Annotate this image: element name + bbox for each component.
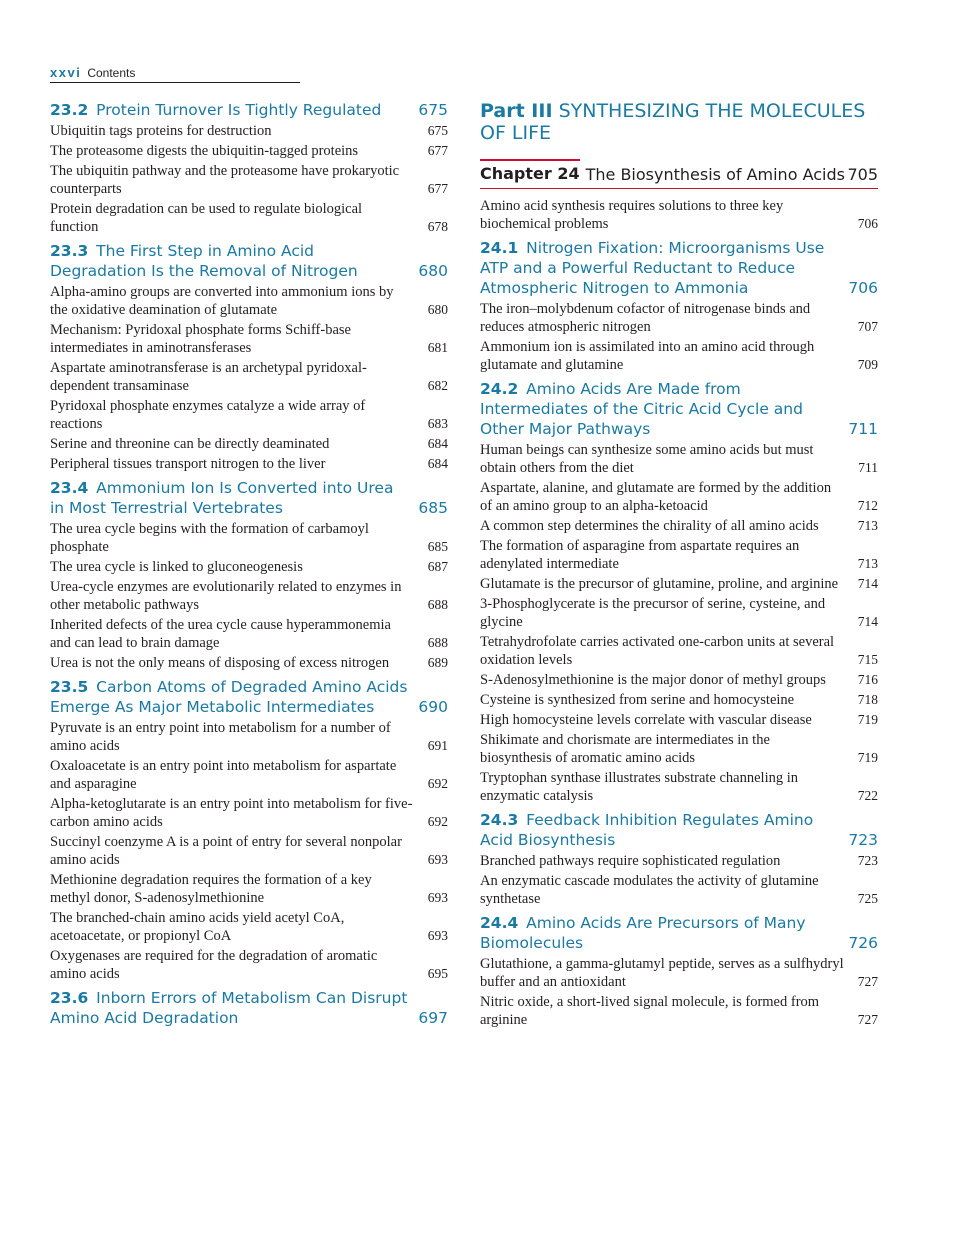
entry-title: Ammonium ion is assimilated into an amino acid through glutamate and glutamine <box>480 339 815 373</box>
chapter-entries <box>480 197 878 1029</box>
page-ref: 691 <box>427 738 448 753</box>
page-ref: 709 <box>857 357 878 372</box>
section-heading <box>480 913 878 953</box>
entry-title: The iron–molybdenum cofactor of nitrogenase binds and reduces atmospheric nitrogen <box>480 301 811 335</box>
toc-entry <box>50 397 448 433</box>
entry-title: Urea is not the only means of disposing of excess nitrogen <box>50 655 390 671</box>
toc-entry <box>50 142 448 160</box>
section-title: Ammonium Ion Is Converted into Urea in Most Terrestrial Vertebrates <box>50 479 394 517</box>
toc-entry <box>50 455 448 473</box>
toc-column-right <box>480 100 878 1029</box>
page-ref: 713 <box>857 518 878 533</box>
entry-title: Amino acid synthesis requires solutions to three key biochemical problems <box>480 198 784 232</box>
toc-entry <box>50 520 448 556</box>
section-heading <box>50 100 448 120</box>
entry-title: Ubiquitin tags proteins for destruction <box>50 123 272 139</box>
chapter-page: 705 <box>847 165 878 184</box>
toc-entry <box>50 757 448 793</box>
page-ref: 727 <box>857 1012 878 1027</box>
toc-entry <box>480 595 878 631</box>
toc-entry <box>50 578 448 614</box>
entry-title: A common step determines the chirality of all amino acids <box>480 518 819 534</box>
entry-title: The proteasome digests the ubiquitin-tagged proteins <box>50 143 359 159</box>
page-ref: 713 <box>857 556 878 571</box>
toc-entry <box>50 162 448 198</box>
page-ref: 711 <box>848 420 878 438</box>
page-ref: 693 <box>427 852 448 867</box>
entry-title: Pyridoxal phosphate enzymes catalyze a wide array of reactions <box>50 398 366 432</box>
entry-title: Aspartate aminotransferase is an archetypal pyridoxal-dependent transaminase <box>50 360 367 394</box>
section-heading <box>480 238 878 298</box>
entry-title: An enzymatic cascade modulates the activity of glutamine synthetase <box>480 873 819 907</box>
section-title: The First Step in Amino Acid Degradation Is the Removal of Nitrogen <box>50 242 358 280</box>
entry-title: The formation of asparagine from aspartate requires an adenylated intermediate <box>480 538 800 572</box>
toc-entry <box>480 479 878 515</box>
page-ref: 680 <box>418 262 448 280</box>
entry-title: Inherited defects of the urea cycle cause hyperammonemia and can lead to brain damage <box>50 617 391 651</box>
toc-entry <box>50 947 448 983</box>
page-ref: 706 <box>857 216 878 231</box>
entry-title: Oxaloacetate is an entry point into metabolism for aspartate and asparagine <box>50 758 397 792</box>
chapter-title: The Biosynthesis of Amino Acids <box>585 165 845 184</box>
page-ref: 693 <box>427 890 448 905</box>
page-ref: 714 <box>857 614 878 629</box>
entry-title: Aspartate, alanine, and glutamate are formed by the addition of an amino group to an alpha-ketoacid <box>480 480 832 514</box>
entry-title: Tetrahydrofolate carries activated one-carbon units at several oxidation levels <box>480 634 835 668</box>
page-ref: 685 <box>418 499 448 517</box>
entry-title: Oxygenases are required for the degradation of aromatic amino acids <box>50 948 378 982</box>
page-ref: 687 <box>427 559 448 574</box>
section-heading <box>480 810 878 850</box>
toc-entry <box>50 871 448 907</box>
toc-entry <box>50 795 448 831</box>
toc-entry <box>480 852 878 870</box>
section-number: 24.4 <box>480 914 519 932</box>
section-title: Amino Acids Are Made from Intermediates of the Citric Acid Cycle and Other Major Pathways <box>480 380 803 438</box>
toc-entry <box>50 833 448 869</box>
section-title: Protein Turnover Is Tightly Regulated <box>91 101 382 119</box>
entry-title: Serine and threonine can be directly deaminated <box>50 436 330 452</box>
section-number: 24.1 <box>480 239 519 257</box>
toc-entry <box>50 122 448 140</box>
page-ref: 719 <box>857 712 878 727</box>
page-ref: 714 <box>857 576 878 591</box>
entry-title: Alpha-ketoglutarate is an entry point into metabolism for five-carbon amino acids <box>50 796 413 830</box>
page-ref: 716 <box>857 672 878 687</box>
entry-title: Protein degradation can be used to regulate biological function <box>50 201 363 235</box>
part-heading <box>480 100 878 144</box>
toc-entry <box>480 633 878 669</box>
toc-entry <box>480 993 878 1029</box>
section-title: Nitrogen Fixation: Microorganisms Use ATP and a Powerful Reductant to Reduce Atmospheric Nitrogen to Ammonia <box>480 239 825 297</box>
entry-title: Pyruvate is an entry point into metabolism for a number of amino acids <box>50 720 391 754</box>
page-ref: 719 <box>857 750 878 765</box>
section-number: 24.3 <box>480 811 519 829</box>
page-ref: 727 <box>857 974 878 989</box>
part-title: SYNTHESIZING THE MOLECULES OF LIFE <box>480 100 866 144</box>
entry-title: Urea-cycle enzymes are evolutionarily related to enzymes in other metabolic pathways <box>50 579 402 613</box>
section-title: Amino Acids Are Precursors of Many Biomolecules <box>480 914 806 952</box>
page-ref: 725 <box>857 891 878 906</box>
toc-entry <box>50 719 448 755</box>
page-ref: 681 <box>427 340 448 355</box>
page-ref: 706 <box>848 279 878 297</box>
section-number: 23.5 <box>50 678 89 696</box>
section-number: 23.3 <box>50 242 89 260</box>
page-ref: 695 <box>427 966 448 981</box>
toc-entry <box>480 338 878 374</box>
section-heading <box>50 677 448 717</box>
toc-entry <box>50 654 448 672</box>
page-ref: 680 <box>427 302 448 317</box>
page-ref: 677 <box>427 143 448 158</box>
page-ref: 684 <box>427 436 448 451</box>
page-ref: 726 <box>848 934 878 952</box>
toc-entry <box>50 909 448 945</box>
section-heading <box>50 988 448 1028</box>
page-ref: 688 <box>427 635 448 650</box>
entry-title: The ubiquitin pathway and the proteasome have prokaryotic counterparts <box>50 163 400 197</box>
entry-title: Glutamate is the precursor of glutamine, proline, and arginine <box>480 576 839 592</box>
entry-title: High homocysteine levels correlate with vascular disease <box>480 712 812 728</box>
toc-entry <box>480 711 878 729</box>
entry-title: The urea cycle begins with the formation of carbamoyl phosphate <box>50 521 369 555</box>
entry-title: The urea cycle is linked to gluconeogenesis <box>50 559 303 575</box>
page-ref: 677 <box>427 181 448 196</box>
entry-title: S-Adenosylmethionine is the major donor of methyl groups <box>480 672 826 688</box>
page-ref: 723 <box>848 831 878 849</box>
toc-entry <box>480 872 878 908</box>
page-ref: 711 <box>858 460 878 475</box>
section-number: 24.2 <box>480 380 519 398</box>
section-number: 23.6 <box>50 989 89 1007</box>
section-title: Carbon Atoms of Degraded Amino Acids Emerge As Major Metabolic Intermediates <box>50 678 408 716</box>
page-ref: 697 <box>418 1009 448 1027</box>
entry-title: Alpha-amino groups are converted into ammonium ions by the oxidative deamination of glutamate <box>50 284 394 318</box>
entry-title: Tryptophan synthase illustrates substrate channeling in enzymatic catalysis <box>480 770 799 804</box>
page-ref: 692 <box>427 776 448 791</box>
entry-title: Cysteine is synthesized from serine and homocysteine <box>480 692 795 708</box>
section-number: 23.2 <box>50 101 89 119</box>
toc-entry <box>480 537 878 573</box>
toc-entry <box>50 616 448 652</box>
entry-title: 3-Phosphoglycerate is the precursor of serine, cysteine, and glycine <box>480 596 826 630</box>
section-title: Feedback Inhibition Regulates Amino Acid Biosynthesis <box>480 811 814 849</box>
chapter-label: Chapter 24 <box>480 159 580 185</box>
toc-entry <box>50 321 448 357</box>
toc-entry <box>50 558 448 576</box>
toc-entry <box>480 691 878 709</box>
toc-entry <box>480 197 878 233</box>
toc-column-left <box>50 100 448 1028</box>
page-ref: 684 <box>427 456 448 471</box>
page-ref: 675 <box>418 101 448 119</box>
toc-entry <box>50 200 448 236</box>
page-ref: 678 <box>427 219 448 234</box>
page-number: xxvi <box>50 65 82 80</box>
page-ref: 712 <box>857 498 878 513</box>
toc-entry <box>480 955 878 991</box>
page-ref: 690 <box>418 698 448 716</box>
page-ref: 722 <box>857 788 878 803</box>
page-ref: 718 <box>857 692 878 707</box>
page-ref: 707 <box>857 319 878 334</box>
toc-entry <box>480 517 878 535</box>
page-ref: 683 <box>427 416 448 431</box>
toc-entry <box>50 359 448 395</box>
entry-title: Succinyl coenzyme A is a point of entry for several nonpolar amino acids <box>50 834 402 868</box>
page-ref: 685 <box>427 539 448 554</box>
page-ref: 693 <box>427 928 448 943</box>
page-ref: 692 <box>427 814 448 829</box>
section-heading <box>480 379 878 439</box>
entry-title: Human beings can synthesize some amino acids but must obtain others from the diet <box>480 442 814 476</box>
page-ref: 689 <box>427 655 448 670</box>
entry-title: Glutathione, a gamma-glutamyl peptide, serves as a sulfhydryl buffer and an antioxidant <box>480 956 844 990</box>
toc-entry <box>480 731 878 767</box>
entry-title: Shikimate and chorismate are intermediates in the biosynthesis of aromatic amino acids <box>480 732 770 766</box>
toc-entry <box>480 300 878 336</box>
section-title: Inborn Errors of Metabolism Can Disrupt Amino Acid Degradation <box>50 989 408 1027</box>
page-ref: 675 <box>427 123 448 138</box>
page-ref: 688 <box>427 597 448 612</box>
toc-entry <box>480 441 878 477</box>
entry-title: Nitric oxide, a short-lived signal molecule, is formed from arginine <box>480 994 820 1028</box>
toc-entry <box>50 283 448 319</box>
page-ref: 682 <box>427 378 448 393</box>
toc-entry <box>50 435 448 453</box>
toc-entry <box>480 575 878 593</box>
entry-title: Methionine degradation requires the formation of a key methyl donor, S-adenosylmethionine <box>50 872 372 906</box>
section-heading <box>50 478 448 518</box>
toc-entry <box>480 671 878 689</box>
section-number: 23.4 <box>50 479 89 497</box>
running-header <box>50 64 300 83</box>
part-label: Part III <box>480 100 553 122</box>
entry-title: Peripheral tissues transport nitrogen to the liver <box>50 456 326 472</box>
section-heading <box>50 241 448 281</box>
entry-title: The branched-chain amino acids yield acetyl CoA, acetoacetate, or propionyl CoA <box>50 910 345 944</box>
page-ref: 715 <box>857 652 878 667</box>
toc-entry <box>480 769 878 805</box>
chapter-heading <box>480 156 878 189</box>
header-label: Contents <box>87 66 136 80</box>
entry-title: Branched pathways require sophisticated regulation <box>480 853 781 869</box>
entry-title: Mechanism: Pyridoxal phosphate forms Schiff-base intermediates in aminotransferases <box>50 322 351 356</box>
page-ref: 723 <box>857 853 878 868</box>
